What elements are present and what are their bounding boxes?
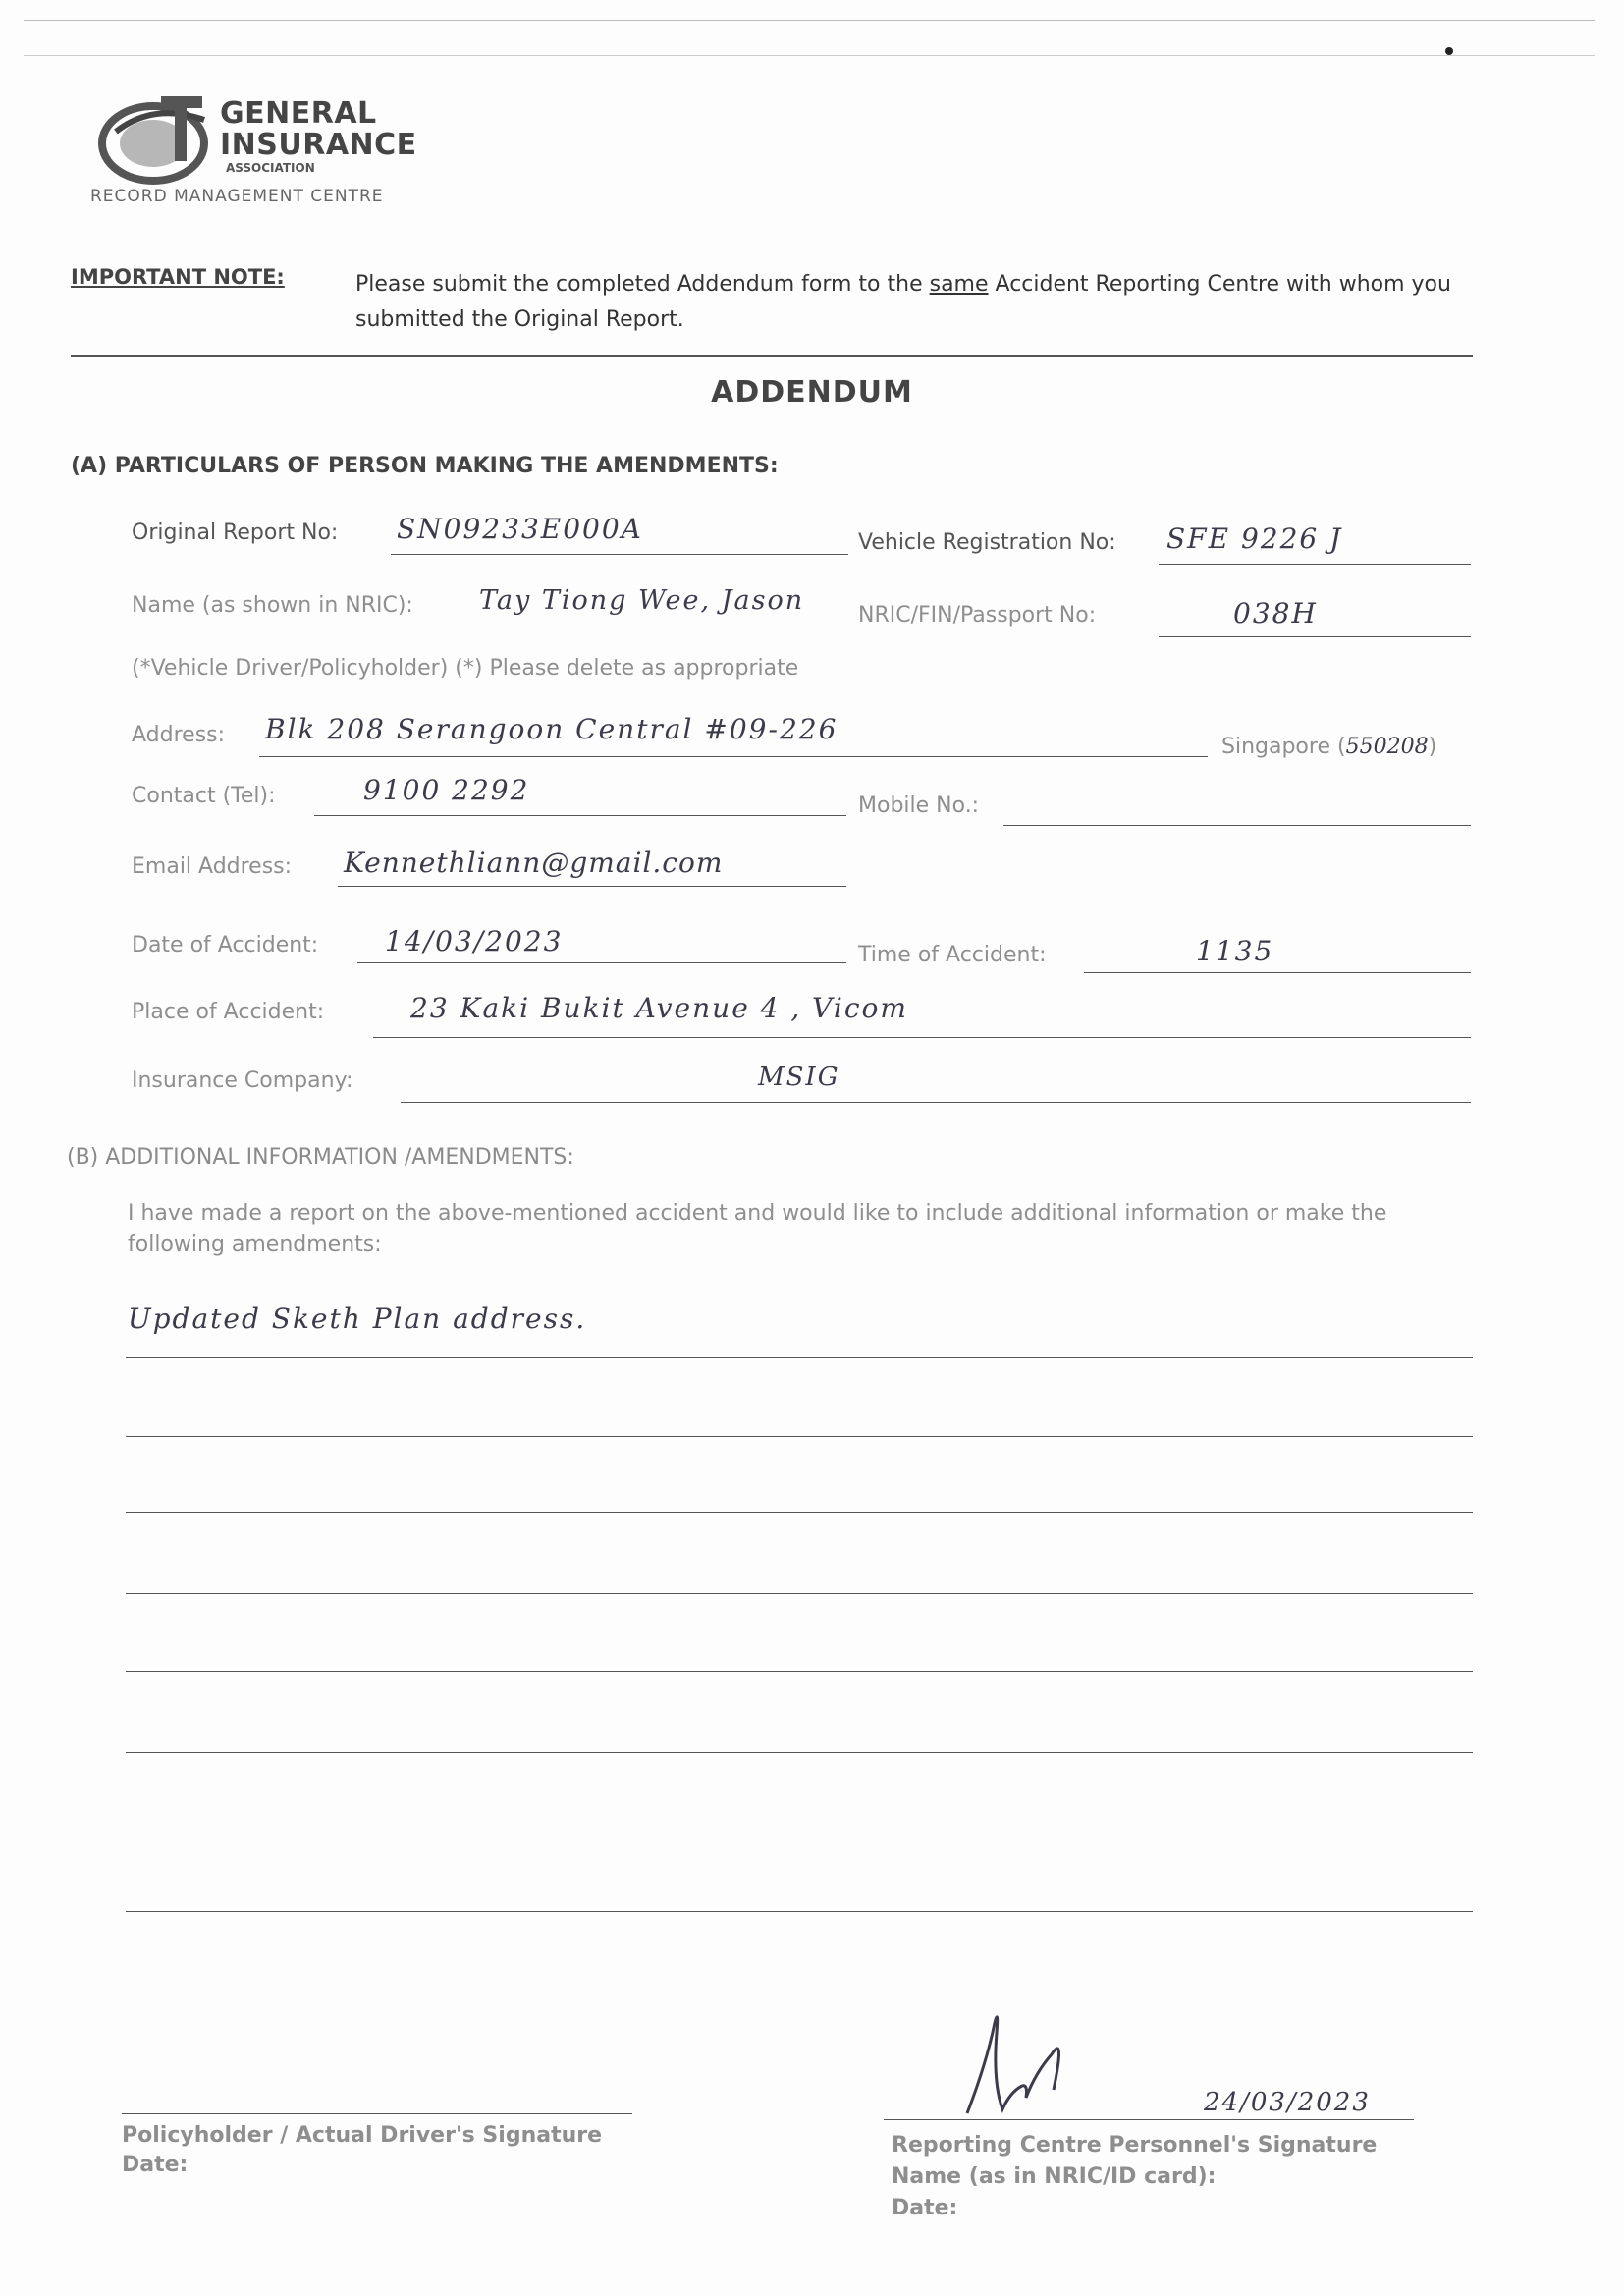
- amendment-line-2: [126, 1436, 1473, 1437]
- mobile-line: [1003, 825, 1471, 826]
- time-of-accident-value: 1135: [1196, 935, 1274, 967]
- policyholder-signature-line: [122, 2113, 632, 2114]
- section-b-intro: I have made a report on the above-mentioned accident and would like to include additional information or make the following amendments:: [128, 1201, 1387, 1257]
- vehicle-reg-line: [1159, 564, 1471, 565]
- nric-line: [1159, 636, 1471, 637]
- email-line: [338, 886, 846, 887]
- date-of-accident-label: Date of Accident:: [132, 933, 319, 957]
- personnel-signature-mark: [957, 2003, 1095, 2121]
- personnel-date-value: 24/03/2023: [1204, 2088, 1371, 2117]
- place-of-accident-line: [373, 1037, 1471, 1038]
- note-text-emphasis: same: [929, 272, 989, 297]
- logo-line-insurance: INSURANCE: [220, 128, 417, 162]
- form-title: ADDENDUM: [711, 375, 913, 410]
- note-text-before: Please submit the completed Addendum form to the: [355, 272, 930, 297]
- note-divider: [71, 355, 1473, 357]
- vehicle-reg-label: Vehicle Registration No:: [858, 530, 1116, 555]
- contact-label: Contact (Tel):: [132, 784, 276, 808]
- email-label: Email Address:: [132, 854, 293, 879]
- email-value: Kennethliann@gmail.com: [344, 847, 724, 879]
- original-report-line: [391, 554, 848, 555]
- scan-edge-line: [24, 20, 1595, 21]
- time-of-accident-line: [1084, 972, 1471, 973]
- nric-value: 038H: [1233, 597, 1318, 629]
- amendment-line-1-text: Updated Sketh Plan address.: [128, 1302, 587, 1335]
- singapore-label: [1221, 735, 1436, 759]
- address-value: Blk 208 Serangoon Central #09-226: [265, 713, 839, 745]
- amendment-line-6: [126, 1752, 1473, 1753]
- mobile-label: Mobile No.:: [858, 793, 980, 818]
- singapore-open: Singapore (: [1221, 735, 1346, 759]
- policyholder-date-label: Date:: [122, 2153, 189, 2177]
- personnel-date-label: Date:: [892, 2196, 958, 2220]
- gia-emblem-icon: [96, 92, 224, 187]
- scan-edge-line: [24, 55, 1595, 56]
- personnel-signature-label: Reporting Centre Personnel's Signature: [892, 2133, 1378, 2158]
- date-of-accident-line: [357, 962, 846, 963]
- note-text-after: Accident Reporting Centre with whom you submitted the Original Report.: [355, 272, 1451, 332]
- section-b-heading: (B) ADDITIONAL INFORMATION /AMENDMENTS:: [67, 1145, 574, 1170]
- section-a-heading: (A) PARTICULARS OF PERSON MAKING THE AMENDMENTS:: [71, 454, 779, 478]
- singapore-close: ): [1428, 735, 1437, 759]
- insurance-company-line: [401, 1102, 1471, 1103]
- nric-label: NRIC/FIN/Passport No:: [858, 603, 1097, 628]
- amendment-line-8: [126, 1911, 1473, 1912]
- important-note-text: [355, 267, 1465, 338]
- amendment-line-3: [126, 1512, 1473, 1513]
- scan-speck: [1445, 47, 1453, 55]
- insurance-company-value: MSIG: [758, 1063, 840, 1092]
- original-report-label: Original Report No:: [132, 520, 339, 545]
- name-label: Name (as shown in NRIC):: [132, 593, 413, 618]
- logo-line-general: GENERAL: [220, 96, 377, 131]
- date-of-accident-value: 14/03/2023: [385, 925, 564, 957]
- original-report-value: SN09233E000A: [397, 513, 643, 545]
- place-of-accident-label: Place of Accident:: [132, 1000, 325, 1024]
- logo-line-record-centre: RECORD MANAGEMENT CENTRE: [90, 187, 384, 206]
- logo-line-association: ASSOCIATION: [226, 161, 315, 175]
- amendment-line-1: [126, 1357, 1473, 1358]
- important-note-label: IMPORTANT NOTE:: [71, 265, 285, 289]
- contact-line: [314, 815, 846, 816]
- address-label: Address:: [132, 723, 226, 747]
- role-note: (*Vehicle Driver/Policyholder) (*) Please delete as appropriate: [132, 656, 799, 681]
- insurance-company-label: Insurance Company:: [132, 1068, 353, 1093]
- contact-value: 9100 2292: [363, 774, 530, 806]
- amendment-line-4: [126, 1593, 1473, 1594]
- personnel-name-label: Name (as in NRIC/ID card):: [892, 2164, 1217, 2189]
- gia-logo: [90, 86, 417, 214]
- policyholder-signature-label: Policyholder / Actual Driver's Signature: [122, 2123, 603, 2148]
- time-of-accident-label: Time of Accident:: [858, 943, 1047, 967]
- name-value: Tay Tiong Wee, Jason: [479, 585, 805, 616]
- address-line: [259, 756, 1208, 757]
- personnel-signature-line: [884, 2119, 1414, 2120]
- amendment-line-5: [126, 1671, 1473, 1672]
- vehicle-reg-value: SFE 9226 J: [1166, 522, 1343, 555]
- place-of-accident-value: 23 Kaki Bukit Avenue 4 , Vicom: [410, 992, 908, 1024]
- postal-value: 550208: [1345, 735, 1429, 759]
